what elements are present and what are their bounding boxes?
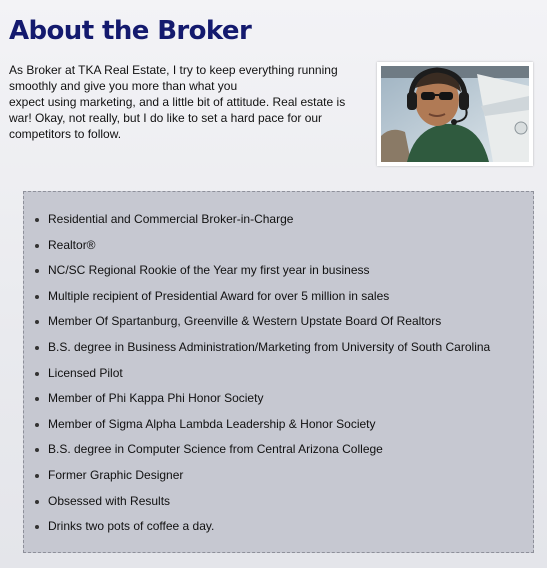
credential-item [24,514,533,540]
credential-item [24,284,533,310]
intro-paragraph [9,62,354,142]
broker-photo [377,62,533,166]
credential-item [24,437,533,463]
intro-line: As Broker at TKA Real Estate, I try to keep everything running [9,63,338,77]
credential-item [24,489,533,515]
bullet-icon [35,423,39,427]
credential-text: Member of Sigma Alpha Lambda Leadership & Honor Society [48,416,376,431]
credential-text: NC/SC Regional Rookie of the Year my first year in business [48,263,370,278]
credentials-list [24,207,533,540]
bullet-icon [35,244,39,248]
credentials-box [23,191,534,553]
credential-text: Multiple recipient of Presidential Award for over 5 million in sales [48,288,390,303]
credential-item [24,463,533,489]
bullet-icon [35,218,39,222]
credential-item [24,233,533,259]
credential-text: B.S. degree in Computer Science from Central Arizona College [48,442,383,457]
bullet-icon [35,295,39,299]
credential-text: Former Graphic Designer [48,467,184,482]
credential-text: Member Of Spartanburg, Greenville & Western Upstate Board Of Realtors [48,314,442,329]
bullet-icon [35,500,39,504]
intro-line: smoothly and give you more than what you [9,79,238,93]
credential-text: B.S. degree in Business Administration/Marketing from University of South Carolina [48,339,491,354]
credential-text: Obsessed with Results [48,493,171,508]
intro-line: expect using marketing, and a little bit of attitude. Real estate is [9,95,346,109]
credential-item [24,386,533,412]
credential-text: Drinks two pots of coffee a day. [48,519,215,534]
intro-line: competitors to follow. [9,127,122,141]
page-title: About the Broker [9,16,252,46]
credential-text: Licensed Pilot [48,365,123,380]
bullet-icon [35,448,39,452]
credential-item [24,361,533,387]
credential-item [24,309,533,335]
bullet-icon [35,320,39,324]
bullet-icon [35,269,39,273]
bullet-icon [35,397,39,401]
broker-photo-image [381,66,529,162]
bullet-icon [35,346,39,350]
bullet-icon [35,525,39,529]
credential-item [24,335,533,361]
credential-text: Residential and Commercial Broker-in-Charge [48,212,294,226]
credential-item [24,207,533,233]
intro-line: war! Okay, not really, but I do like to set a hard pace for our [9,111,323,125]
credential-text: Member of Phi Kappa Phi Honor Society [48,391,264,406]
credential-item [24,258,533,284]
bullet-icon [35,474,39,478]
bullet-icon [35,372,39,376]
credential-item [24,412,533,438]
credential-text: Realtor® [48,237,96,252]
